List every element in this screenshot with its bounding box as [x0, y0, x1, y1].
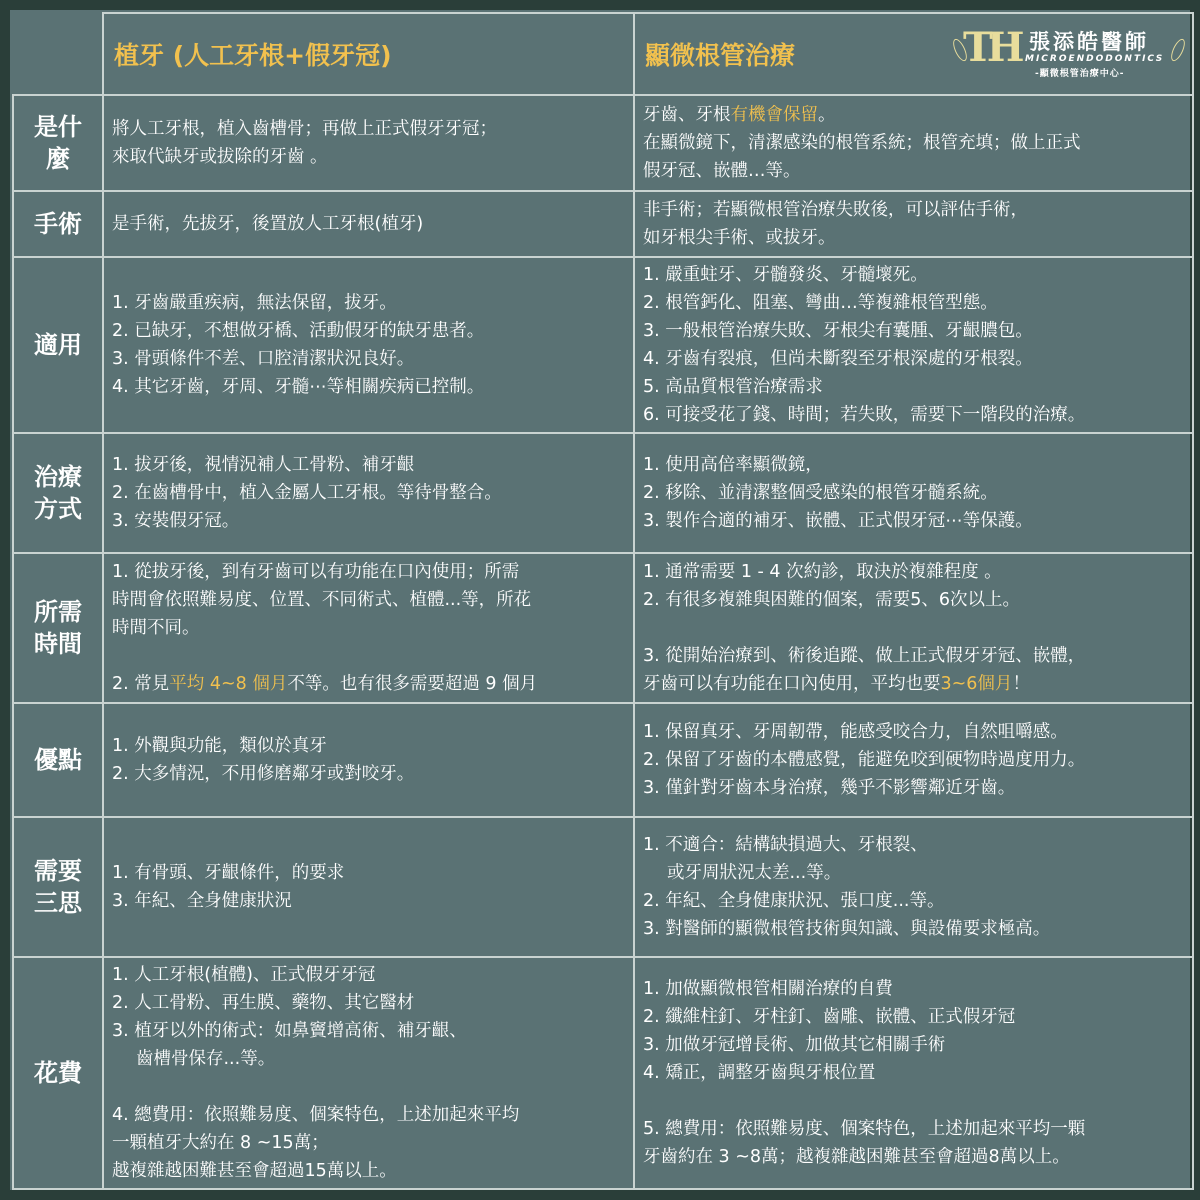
- text-line: 1. 牙齒嚴重疾病，無法保留，拔牙。: [112, 293, 397, 313]
- text-line: 在顯微鏡下，清潔感染的根管系統；根管充填；做上正式: [643, 133, 1081, 153]
- text-line: 4. 矯正，調整牙齒與牙根位置: [643, 1063, 876, 1083]
- logo-mark: TH: [963, 24, 1019, 71]
- implant-cell: [103, 191, 634, 257]
- root-canal-cell: [634, 257, 1193, 433]
- implant-cell: [103, 433, 634, 553]
- text-line: 1. 外觀與功能，類似於真牙: [112, 736, 327, 756]
- text-line: 6. 可接受花了錢、時間；若失敗，需要下一階段的治療。: [643, 405, 1086, 425]
- row-label: [13, 703, 103, 817]
- row-label-text: 所需: [34, 598, 82, 626]
- text-line: 時間會依照難易度、位置、不同術式、植體...等，所花: [112, 590, 532, 610]
- row-label-text: 治療: [34, 463, 82, 491]
- row-label: [13, 433, 103, 553]
- text-line: 3. 年紀、全身健康狀況: [112, 891, 292, 911]
- text-line: 3. 一般根管治療失敗、牙根尖有囊腫、牙齦膿包。: [643, 321, 1033, 341]
- highlight-text: 有機會保留: [730, 105, 818, 125]
- root-canal-cell: [634, 957, 1193, 1189]
- leaf-icon: [1168, 37, 1187, 63]
- text-line: 3. 對醫師的顯微根管技術與知識、與設備要求極高。: [643, 919, 1051, 939]
- implant-cell: [103, 817, 634, 957]
- text-line: 非手術；若顯微根管治療失敗後，可以評估手術，: [643, 200, 1028, 220]
- implant-cell: [103, 553, 634, 703]
- text-line: [643, 101, 1184, 129]
- row-label: [13, 817, 103, 957]
- root-canal-column-title: 顯微根管治療: [645, 41, 796, 70]
- text-line: 4. 牙齒有裂痕，但尚未斷裂至牙根深處的牙根裂。: [643, 349, 1033, 369]
- row-label: [13, 957, 103, 1189]
- text-line: 假牙冠、嵌體…等。: [643, 161, 801, 181]
- row-label: [13, 553, 103, 703]
- text-line: 2. 已缺牙，不想做牙橋、活動假牙的缺牙患者。: [112, 321, 485, 341]
- row-label-text: 需要: [34, 857, 82, 885]
- implant-cell: [103, 957, 634, 1189]
- clinic-logo: [963, 24, 1178, 80]
- text-line: 1. 有骨頭、牙齦條件，的要求: [112, 863, 345, 883]
- row-label-text: 花費: [34, 1059, 82, 1087]
- text-line: 3. 植牙以外的術式：如鼻竇增高術、補牙齦、: [112, 1021, 467, 1041]
- row-label: [13, 95, 103, 191]
- highlight-text: 平均 4~8 個月: [169, 674, 288, 694]
- implant-cell: [103, 95, 634, 191]
- logo-name: 張添皓醫師: [1029, 30, 1149, 54]
- row-label-text: 是什: [34, 113, 82, 141]
- blank-line: [112, 642, 625, 670]
- row-considerations: [13, 817, 1193, 957]
- root-canal-cell: [634, 817, 1193, 957]
- text-line: 2. 有很多複雜與困難的個案，需要5、6次以上。: [643, 590, 1021, 610]
- root-canal-column-header: [634, 13, 1193, 95]
- text-line: 2. 年紀、全身健康狀況、張口度...等。: [643, 891, 945, 911]
- row-label-text: 時間: [34, 630, 82, 658]
- text-segment: 2. 常見: [112, 674, 170, 694]
- text-segment: 不等。也有很多需要超過 9 個月: [287, 674, 538, 694]
- text-line: 越複雜越困難甚至會超過15萬以上。: [112, 1161, 397, 1181]
- logo-subtitle-en: MICROENDODONTICS: [1025, 54, 1165, 64]
- row-treatment-method: [13, 433, 1193, 553]
- root-canal-cell: [634, 553, 1193, 703]
- text-line: 2. 大多情況，不用修磨鄰牙或對咬牙。: [112, 764, 415, 784]
- row-surgery: [13, 191, 1193, 257]
- text-line: 齒槽骨保存...等。: [136, 1049, 276, 1069]
- text-line: 牙齒約在 3 ~8萬；越複雜越困難甚至會超過8萬以上。: [643, 1147, 1070, 1167]
- text-line: 2. 人工骨粉、再生膜、藥物、其它醫材: [112, 993, 415, 1013]
- row-label: [13, 191, 103, 257]
- text-line: [112, 670, 625, 698]
- root-canal-cell: [634, 95, 1193, 191]
- blank-line: [112, 1073, 625, 1101]
- text-line: 4. 總費用：依照難易度、個案特色，上述加起來平均: [112, 1105, 520, 1125]
- text-line: 2. 保留了牙齒的本體感覺，能避免咬到硬物時過度用力。: [643, 750, 1086, 770]
- text-line: 如牙根尖手術、或拔牙。: [643, 228, 836, 248]
- text-line: 2. 纖維柱釘、牙柱釘、齒雕、嵌體、正式假牙冠: [643, 1007, 1016, 1027]
- text-line: 時間不同。: [112, 618, 200, 638]
- text-line: 一顆植牙大約在 8 ~15萬；: [112, 1133, 329, 1153]
- implant-cell: [103, 703, 634, 817]
- text-line: 4. 其它牙齒，牙周、牙髓⋯等相關疾病已控制。: [112, 377, 485, 397]
- root-canal-cell: [634, 703, 1193, 817]
- logo-subtitle-zh: -顯微根管治療中心-: [1035, 69, 1125, 79]
- text-line: 2. 根管鈣化、阻塞、彎曲…等複雜根管型態。: [643, 293, 998, 313]
- blank-line: [643, 614, 1184, 642]
- row-label-text: 三思: [34, 889, 82, 917]
- implant-cell: [103, 257, 634, 433]
- row-indications: [13, 257, 1193, 433]
- text-line: 5. 總費用：依照難易度、個案特色，上述加起來平均一顆: [643, 1119, 1086, 1139]
- row-what-is-it: [13, 95, 1193, 191]
- text-line: 1. 拔牙後，視情況補人工骨粉、補牙齦: [112, 455, 415, 475]
- text-line: 1. 不適合：結構缺損過大、牙根裂、: [643, 835, 928, 855]
- text-line: 1. 人工牙根(植體)、正式假牙牙冠: [112, 965, 376, 985]
- corner-cell: [13, 13, 103, 95]
- text-line: 2. 移除、並清潔整個受感染的根管牙髓系統。: [643, 483, 998, 503]
- text-segment: 。: [818, 105, 836, 125]
- text-line: 3. 骨頭條件不差、口腔清潔狀況良好。: [112, 349, 415, 369]
- comparison-table: [12, 12, 1194, 1190]
- highlight-text: 3~6個月: [940, 674, 1013, 694]
- row-label-text: 優點: [34, 746, 82, 774]
- row-label-text: 手術: [34, 210, 82, 238]
- text-line: 2. 在齒槽骨中，植入金屬人工牙根。等待骨整合。: [112, 483, 502, 503]
- text-line: 3. 從開始治療到、術後追蹤、做上正式假牙牙冠、嵌體，: [643, 646, 1086, 666]
- text-line: 來取代缺牙或拔除的牙齒 。: [112, 147, 328, 167]
- row-label-text: 麼: [46, 145, 70, 173]
- text-line: 1. 加做顯微根管相關治療的自費: [643, 979, 893, 999]
- row-advantages: [13, 703, 1193, 817]
- text-line: [643, 670, 1184, 698]
- row-time-required: [13, 553, 1193, 703]
- text-line: 3. 加做牙冠增長術、加做其它相關手術: [643, 1035, 946, 1055]
- text-segment: 牙齒可以有功能在口內使用，平均也要: [643, 674, 941, 694]
- text-segment: ！: [1012, 674, 1030, 694]
- implant-column-header: 植牙 (人工牙根+假牙冠): [103, 13, 634, 95]
- text-line: 或牙周狀況太差...等。: [667, 863, 842, 883]
- text-line: 1. 嚴重蛀牙、牙髓發炎、牙髓壞死。: [643, 265, 928, 285]
- text-line: 1. 保留真牙、牙周韌帶，能感受咬合力，自然咀嚼感。: [643, 722, 1068, 742]
- text-line: 1. 使用高倍率顯微鏡，: [643, 455, 823, 475]
- root-canal-cell: [634, 433, 1193, 553]
- row-label-text: 適用: [34, 331, 82, 359]
- root-canal-cell: [634, 191, 1193, 257]
- text-segment: 牙齒、牙根: [643, 105, 731, 125]
- text-line: 1. 通常需要 1 - 4 次約診，取決於複雜程度 。: [643, 562, 1002, 582]
- header-row: [13, 13, 1193, 95]
- text-line: 將人工牙根，植入齒槽骨；再做上正式假牙牙冠；: [112, 119, 497, 139]
- text-line: 1. 從拔牙後，到有牙齒可以有功能在口內使用；所需: [112, 562, 520, 582]
- text-line: 3. 僅針對牙齒本身治療，幾乎不影響鄰近牙齒。: [643, 778, 1016, 798]
- row-cost: [13, 957, 1193, 1189]
- text-line: 3. 安裝假牙冠。: [112, 511, 240, 531]
- blank-line: [643, 1087, 1184, 1115]
- text-line: 3. 製作合適的補牙、嵌體、正式假牙冠⋯等保護。: [643, 511, 1033, 531]
- row-label-text: 方式: [34, 495, 82, 523]
- row-label: [13, 257, 103, 433]
- text-line: 5. 高品質根管治療需求: [643, 377, 823, 397]
- text-line: 是手術，先拔牙，後置放人工牙根(植牙): [112, 214, 424, 234]
